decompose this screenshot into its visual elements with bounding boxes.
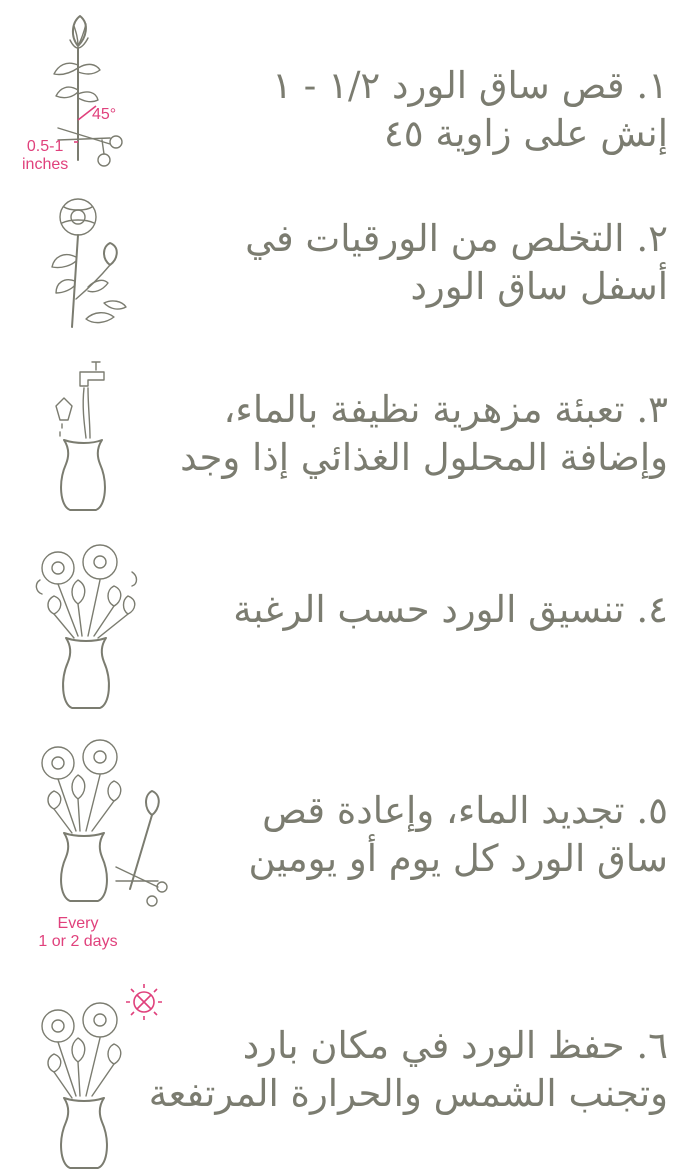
step-5-line-1: ٥. تجديد الماء، وإعادة قص bbox=[262, 789, 668, 832]
step-2-line-1: ٢. التخلص من الورقيات في bbox=[245, 217, 668, 260]
step-1-text bbox=[188, 62, 668, 158]
step-5-line-2: ساق الورد كل يوم أو يومين bbox=[248, 837, 668, 880]
step-1-line-2: إنش على زاوية ٤٥ bbox=[383, 112, 668, 155]
bouquet-scissors-icon bbox=[28, 735, 178, 950]
step-4 bbox=[0, 540, 700, 710]
step-3-line-2: وإضافة المحلول الغذائي إذا وجد bbox=[180, 436, 668, 479]
faucet-vase-icon bbox=[44, 358, 124, 518]
every-days-note bbox=[20, 915, 136, 951]
every-note-line2: 1 or 2 days bbox=[38, 933, 118, 950]
step-6-line-2: وتجنب الشمس والحرارة المرتفعة bbox=[148, 1072, 668, 1115]
step-2-text bbox=[188, 215, 668, 311]
flowers-leaves-icon bbox=[30, 195, 140, 335]
step-1-line-1: ١. قص ساق الورد ١/٢ - ١ bbox=[272, 64, 668, 107]
step-2 bbox=[0, 195, 700, 340]
step-6-line-1: ٦. حفظ الورد في مكان بارد bbox=[242, 1024, 668, 1067]
length-note bbox=[22, 138, 68, 174]
step-2-line-2: أسفل ساق الورد bbox=[410, 265, 668, 308]
rose-cut-scissors-icon bbox=[18, 10, 138, 180]
length-note-line2: inches bbox=[22, 156, 69, 173]
step-4-text bbox=[188, 586, 668, 634]
no-sun-icon bbox=[126, 984, 162, 1020]
step-6 bbox=[0, 978, 700, 1173]
step-3-line-1: ٣. تعبئة مزهرية نظيفة بالماء، bbox=[223, 388, 668, 431]
step-1 bbox=[0, 10, 700, 180]
step-3-text bbox=[180, 386, 668, 482]
every-note-line1: Every bbox=[57, 915, 99, 932]
length-note-line1: 0.5-1 bbox=[26, 138, 64, 155]
step-6-text bbox=[148, 1022, 668, 1118]
step-5-text bbox=[188, 787, 668, 883]
bouquet-vase-icon bbox=[28, 540, 148, 710]
step-4-line-1: ٤. تنسيق الورد حسب الرغبة bbox=[233, 588, 668, 631]
step-5 bbox=[0, 735, 700, 955]
step-3 bbox=[0, 358, 700, 518]
angle-note: 45° bbox=[92, 106, 117, 123]
